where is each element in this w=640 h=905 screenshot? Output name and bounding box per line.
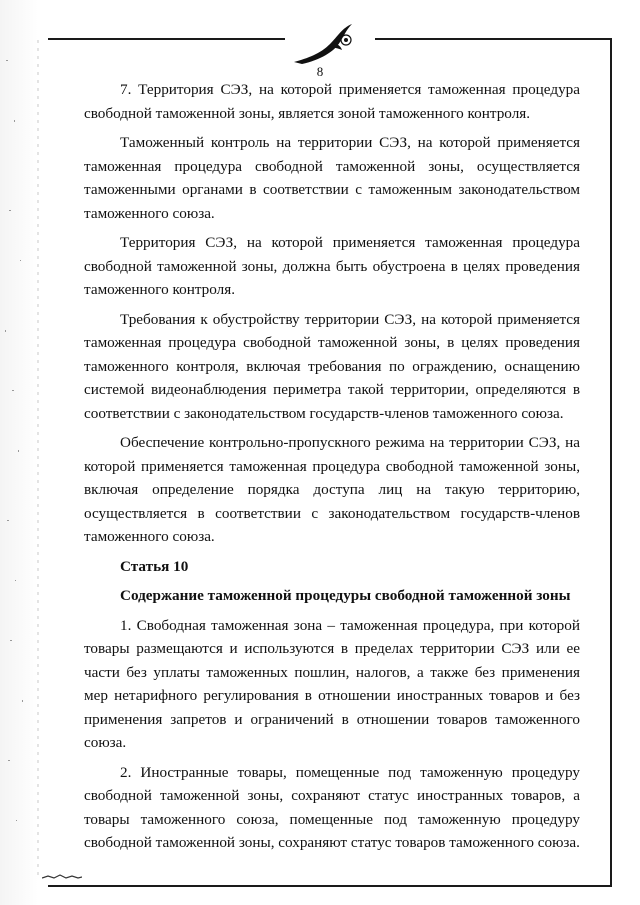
- document-body: [84, 78, 580, 861]
- paragraph: Таможенный контроль на территории СЭЗ, на которой применяется таможенная процедура свободной таможенной зоны, осуществляется таможенными органами в соответствии с таможенным законодательством таможенного союза.: [84, 134, 580, 222]
- paragraph: Требования к обустройству территории СЭЗ, на которой применяется таможенная процедура свободной таможенной зоны, в целях проведения таможенного контроля, включая требования по ограждению, оснащению системой видеонаблюдения периметра такой территории, определяются в соответствии с законодательством государств-членов таможенного союза.: [84, 310, 580, 422]
- scan-edge-speckle: [0, 0, 40, 905]
- border-bottom-line: [48, 885, 612, 887]
- page-number: 8: [316, 64, 324, 79]
- border-right-line: [610, 38, 612, 887]
- scan-stamp-mark: [42, 873, 82, 881]
- bird-emblem-icon: [290, 18, 370, 70]
- paragraph: 2. Иностранные товары, помещенные под таможенную процедуру свободной таможенной зоны, сохраняют статус иностранных товаров, а товары таможенного союза, помещенные под таможенную процедуру свободной таможенной зоны, сохраняют статус товаров таможенного союза.: [84, 763, 580, 851]
- article-number: Статья 10: [120, 557, 189, 575]
- paragraph: 1. Свободная таможенная зона – таможенная процедура, при которой товары размещаются и используются в пределах территории СЭЗ или ее части без уплаты таможенных пошлин, налогов, а также без применения мер нетарифного регулирования в отношении иностранных товаров и без применения запретов и ограничений в отношении товаров таможенного союза.: [84, 616, 580, 751]
- paragraph: 7. Территория СЭЗ, на которой применяется таможенная процедура свободной таможенной зоны, является зоной таможенного контроля.: [84, 81, 580, 122]
- paragraph: Обеспечение контрольно-пропускного режима на территории СЭЗ, на которой применяется таможенная процедура свободной таможенной зоны, включая определение порядка доступа лиц на такую территорию, осуществляется в соответствии с законодательством государств-членов таможенного союза.: [84, 434, 580, 545]
- paragraph: Территория СЭЗ, на которой применяется таможенная процедура свободной таможенной зоны, должна быть обустроена в целях проведения таможенного контроля.: [84, 234, 580, 298]
- article-title: Содержание таможенной процедуры свободной таможенной зоны: [120, 587, 571, 604]
